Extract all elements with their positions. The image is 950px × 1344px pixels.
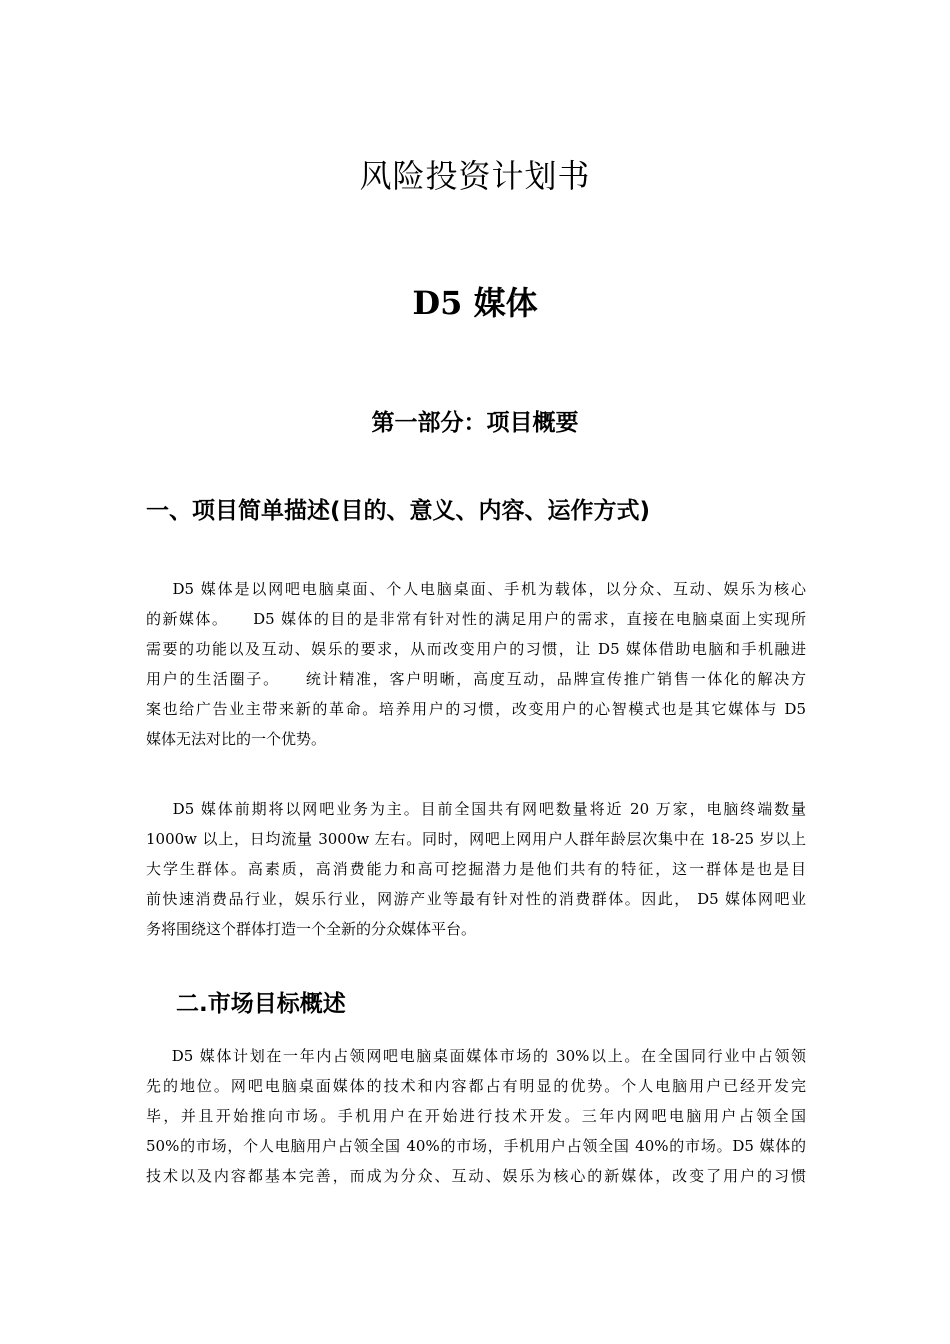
paragraph-internet-cafe-business: [146, 794, 806, 944]
paragraph-line: 用户的生活圈子。 统计精准，客户明晰，高度互动，品牌宣传推广销售一体化的解决方: [146, 670, 806, 688]
paragraph-line: D5 媒体是以网吧电脑桌面、个人电脑桌面、手机为载体，以分众、互动、娱乐为核心: [146, 580, 806, 598]
document-title: 风险投资计划书: [359, 157, 591, 195]
paragraph-line: 的新媒体。 D5 媒体的目的是非常有针对性的满足用户的需求，直接在电脑桌面上实现所: [146, 610, 806, 628]
paragraph-line: 50%的市场，个人电脑用户占领全国 40%的市场，手机用户占领全国 40%的市场。D5 媒体的: [146, 1137, 806, 1155]
section-heading-market-target: 二.市场目标概述: [176, 991, 346, 1017]
paragraph-line: 务将围绕这个群体打造一个全新的分众媒体平台。: [146, 920, 477, 938]
paragraph-line: 前快速消费品行业，娱乐行业，网游产业等最有针对性的消费群体。因此， D5 媒体网吧业: [146, 890, 806, 908]
paragraph-project-intro: [146, 574, 806, 754]
section-heading-project-description: 一、项目简单描述(目的、意义、内容、运作方式): [146, 498, 651, 524]
paragraph-line: 需要的功能以及互动、娱乐的要求，从而改变用户的习惯，让 D5 媒体借助电脑和手机融进: [146, 640, 806, 658]
paragraph-market-target: [146, 1041, 806, 1191]
paragraph-line: 大学生群体。高素质，高消费能力和高可挖掘潜力是他们共有的特征，这一群体是也是目: [146, 860, 806, 878]
paragraph-line: 先的地位。网吧电脑桌面媒体的技术和内容都占有明显的优势。个人电脑用户已经开发完: [146, 1077, 806, 1095]
paragraph-line: D5 媒体计划在一年内占领网吧电脑桌面媒体市场的 30%以上。在全国同行业中占领领: [146, 1047, 806, 1065]
document-subtitle: D5 媒体: [412, 284, 538, 322]
part-heading: 第一部分：项目概要: [371, 410, 579, 436]
paragraph-line: 媒体无法对比的一个优势。: [146, 730, 327, 748]
paragraph-line: 1000w 以上，日均流量 3000w 左右。同时，网吧上网用户人群年龄层次集中在 18-25 岁以上: [146, 830, 806, 848]
paragraph-line: 毕，并且开始推向市场。手机用户在开始进行技术开发。三年内网吧电脑用户占领全国: [146, 1107, 806, 1125]
paragraph-line: 技术以及内容都基本完善，而成为分众、互动、娱乐为核心的新媒体，改变了用户的习惯: [146, 1167, 806, 1185]
paragraph-line: 案也给广告业主带来新的革命。培养用户的习惯，改变用户的心智模式也是其它媒体与 D5: [146, 700, 806, 718]
paragraph-line: D5 媒体前期将以网吧业务为主。目前全国共有网吧数量将近 20 万家，电脑终端数量: [146, 800, 806, 818]
